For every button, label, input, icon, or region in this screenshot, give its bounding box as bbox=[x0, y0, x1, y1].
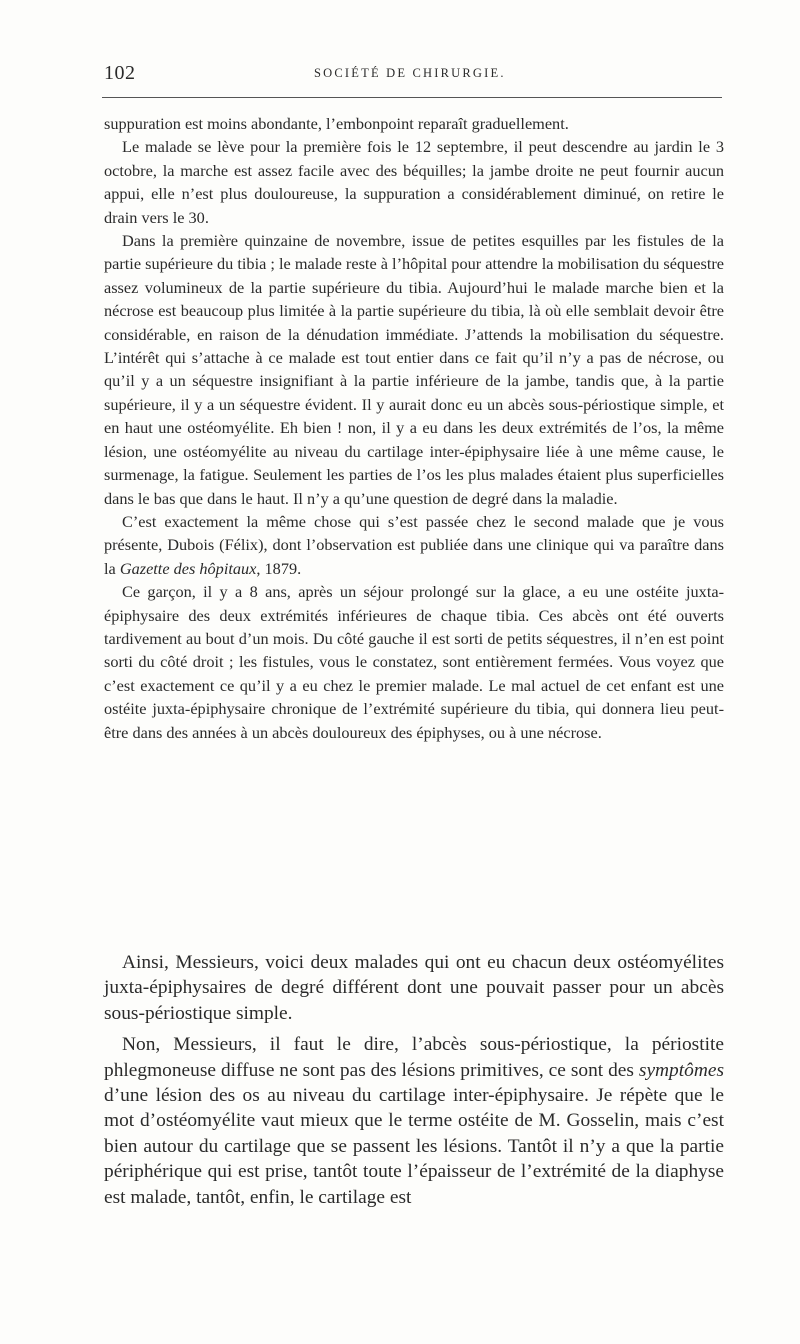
paragraph-7-text-end: d’une lésion des os au niveau du cartilage inter-épiphysaire. Je répète que le mot d’ostéomyélite vaut mieux que le terme ostéite de M. Gosselin, mais c’est bien autour du cartilage que se passent les lésions. Tantôt il n’y a que la partie périphérique qui est prise, tantôt toute l’épaisseur de l’extrémité de la diaphyse est malade, tantôt, enfin, le cartilage est bbox=[104, 1085, 724, 1208]
paragraph-4 bbox=[104, 510, 724, 580]
paragraph-6: Ainsi, Messieurs, voici deux malades qui ont eu chacun deux ostéomyélites juxta-épiphysaires de degré différent dont une pouvait passer pour un abcès sous-périostique simple. bbox=[104, 952, 724, 1024]
running-head bbox=[104, 58, 724, 88]
paragraph-5: Ce garçon, il y a 8 ans, après un séjour prolongé sur la glace, a eu une ostéite juxta-épiphysaire des deux extrémités inférieures de chaque tibia. Ces abcès ont été ouverts tardivement au bout d’un mois. Du côté gauche il est sorti de petits séquestres, il n’en est point sorti du côté droit ; les fistules, vous le constatez, sont entièrement fermées. Vous voyez que c’est exactement ce qu’il y a eu chez le premier malade. Le mal actuel de cet enfant est une ostéite juxta-épiphysaire chronique de l’extrémité supérieure du tibia, qui donnera lieu peut-être dans des années à un abcès douloureux des épiphyses, ou à une nécrose. bbox=[104, 582, 724, 742]
paragraph-7 bbox=[104, 1032, 724, 1210]
paragraph-4-text: C’est exactement la même chose qui s’est passée chez le second malade que je vous présente, Dubois (Félix), dont l’observation est publiée dans une clinique qui va paraître dans la bbox=[104, 511, 724, 578]
page-number: 102 bbox=[104, 62, 136, 84]
running-title: SOCIÉTÉ DE CHIRURGIE. bbox=[314, 66, 506, 80]
paragraph-1: suppuration est moins abondante, l’embonpoint reparaît graduellement. bbox=[104, 114, 569, 133]
paragraph-3: Dans la première quinzaine de novembre, issue de petites esquilles par les fistules de la partie supérieure du tibia ; le malade reste à l’hôpital pour attendre la mobilisation du séquestre assez volumineux de la partie supérieure du tibia. Aujourd’hui le malade marche bien et la nécrose est beaucoup plus limitée à la partie supérieure du tibia, là où elle semblait devoir être considérable, en raison de la dénudation immédiate. J’attends la mobilisation du séquestre. L’intérêt qui s’attache à ce malade est tout entier dans ce fait qu’il n’y a pas de nécrose, ou qu’il y a un séquestre insignifiant à la partie inférieure de la jambe, tandis que, à la partie supérieure, il y a un séquestre évident. Il y aurait donc eu un abcès sous-périostique simple, et en haut une ostéomyélite. Eh bien ! non, il y a eu dans les deux extrémités de l’os, la même lésion, une ostéomyélite au niveau du cartilage inter-épiphysaire liée à une même cause, le surmenage, la fatigue. Seulement les parties de l’os les plus malades étaient plus superficielles dans le bas que dans le haut. Il n’y a qu’une question de degré dans la maladie. bbox=[104, 231, 724, 508]
body-text-large bbox=[104, 950, 724, 1210]
paragraph-7-text: Non, Messieurs, il faut le dire, l’abcès sous-périostique, la périostite phlegmoneuse diffuse ne sont pas des lésions primitives, ce sont des bbox=[104, 1034, 724, 1081]
emphasis-symptomes: symptômes bbox=[638, 1059, 724, 1081]
paragraph-2: Le malade se lève pour la première fois le 12 septembre, il peut descendre au jardin le 3 octobre, la marche est assez facile avec des béquilles; la jambe droite ne peut fournir aucun appui, elle n’est plus douloureuse, la suppuration a considérablement diminué, on retire le drain vers le 30. bbox=[104, 137, 724, 227]
body-text-small bbox=[104, 112, 724, 744]
header-rule bbox=[102, 97, 722, 98]
paragraph-4-text-end: , 1879. bbox=[256, 558, 302, 578]
journal-title: Gazette des hôpitaux bbox=[119, 558, 257, 578]
